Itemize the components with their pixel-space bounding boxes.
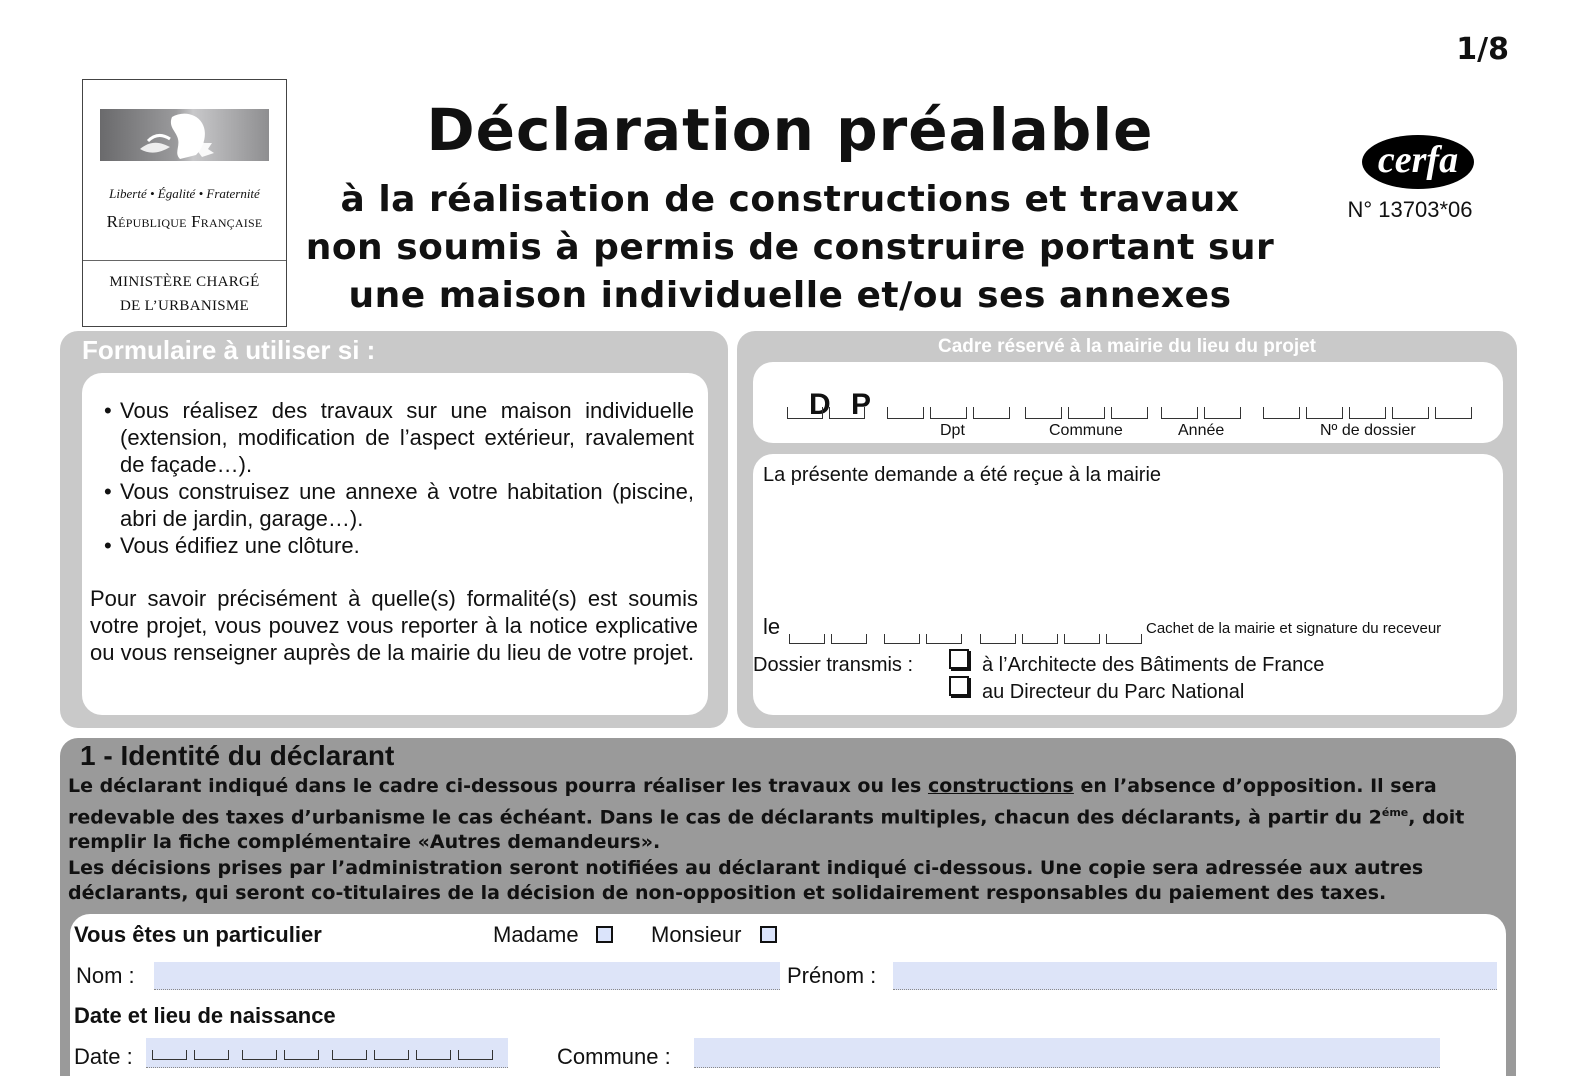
date-digit [416,1050,451,1060]
usage-bullet: • Vous réalisez des travaux sur une maison individuelle (extension, modification de l’aspect extérieur, ravalement de façade…). [102,397,694,478]
madame-label: Madame [493,922,579,947]
annee-digit[interactable] [1161,407,1198,419]
date-digit [242,1050,277,1060]
reception-date-digit[interactable] [926,634,962,644]
section-identite-declarant [60,738,1516,1076]
dossier-number-box [753,362,1503,443]
dpt-label: Dpt [940,422,965,439]
section-1-paragraph-2: Les décisions prises par l’administration seront notifiées au déclarant indiqué ci-dessous. Une copie sera adressée aux autres déclarants, qui seront co-titulaires de la décision de non-opposition et solidairement responsables du paiement des taxes. [68,856,1424,905]
nom-label: Nom : [76,963,135,988]
reception-date-label: le [763,614,781,639]
commune-naissance-label: Commune : [557,1044,671,1069]
cerfa-logo: cerfa [1362,135,1474,189]
parc-national-checkbox[interactable] [949,676,969,696]
constructions-link[interactable]: constructions [927,775,1074,797]
ministry-line-2: DE L’URBANISME [119,298,250,314]
marianne-icon [100,109,269,161]
dp-tick [829,407,865,419]
usage-panel-title: Formulaire à utiliser si : [82,335,376,365]
logo-divider [83,260,286,261]
subtitle-line-1: à la réalisation de constructions et travaux [340,179,1240,220]
republique-logo [82,79,287,327]
reception-date-digit[interactable] [789,634,825,644]
dossier-label: Nº de dossier [1320,422,1416,439]
commune-naissance-input[interactable] [694,1038,1440,1068]
dossier-digit[interactable] [1349,407,1386,419]
abf-checkbox-label: à l’Architecte des Bâtiments de France [982,654,1325,676]
superscript: éme [1381,805,1409,819]
dp-tick [787,407,823,419]
commune-digit[interactable] [1111,407,1148,419]
usage-paragraph: Pour savoir précisément à quelle(s) formalité(s) est soumis votre projet, vous pouvez vous reporter à la notice explicative ou vous renseigner auprès de la mairie du lieu de votre projet. [90,586,698,665]
commune-digit[interactable] [1025,407,1062,419]
monsieur-label: Monsieur [651,922,742,947]
madame-checkbox[interactable] [596,926,613,943]
monsieur-checkbox[interactable] [760,926,777,943]
dp-letter-p: P [851,388,872,421]
reception-date-digit[interactable] [1064,634,1100,644]
transmis-label: Dossier transmis : [753,654,914,676]
prenom-label: Prénom : [787,963,877,988]
page-number: 1/8 [1456,32,1509,67]
usage-bullet-list [102,397,694,559]
page-title: Déclaration préalable [426,96,1154,164]
reception-date-digit[interactable] [1106,634,1142,644]
usage-bullet: • Vous édifiez une clôture. [102,532,694,559]
annee-digit[interactable] [1204,407,1241,419]
particulier-label: Vous êtes un particulier [74,922,322,947]
dossier-digit[interactable] [1306,407,1343,419]
prenom-input[interactable] [893,962,1497,990]
reception-date-digit[interactable] [1022,634,1058,644]
mairie-panel-title: Cadre réservé à la mairie du lieu du projet [937,336,1317,357]
annee-label: Année [1178,422,1225,439]
naissance-label: Date et lieu de naissance [74,1003,336,1028]
section-1-paragraph-1 [68,774,1488,856]
page-subtitle [300,176,1280,320]
usage-panel-content [82,373,708,715]
ministry-name [83,270,286,318]
section-1-text-part: en l’absence d’opposition. Il sera redevable des taxes d’urbanisme le cas échéant. Dans le cas de déclarants multiples, chacun des déclarants, à partir du 2 [68,775,1437,828]
commune-code-label: Commune [1049,422,1123,439]
republique-motto: Liberté • Égalité • Fraternité [109,186,260,201]
dpt-digit[interactable] [887,407,924,419]
date-digit [152,1050,187,1060]
section-1-description [68,774,1488,907]
mairie-panel [737,331,1517,728]
usage-panel [60,331,728,728]
date-digit [194,1050,229,1060]
parc-national-checkbox-label: au Directeur du Parc National [982,681,1245,703]
date-digit [284,1050,319,1060]
abf-checkbox[interactable] [949,649,969,669]
subtitle-line-2: non soumis à permis de construire portant sur [305,227,1275,268]
reception-box [753,454,1503,715]
date-digit [332,1050,367,1060]
dpt-digit[interactable] [973,407,1010,419]
particulier-form [70,914,1506,1076]
nom-input[interactable] [154,962,780,990]
ministry-line-1: MINISTÈRE CHARGÉ [109,274,260,290]
section-1-text-part: Le déclarant indiqué dans le cadre ci-dessous pourra réaliser les travaux ou les [68,775,928,797]
dossier-digit[interactable] [1435,407,1472,419]
reception-date-digit[interactable] [980,634,1016,644]
cerfa-number: N° 13703*06 [1347,197,1473,222]
reception-text: La présente demande a été reçue à la mairie [763,464,1162,486]
dossier-digit[interactable] [1392,407,1429,419]
cachet-label: Cachet de la mairie et signature du receveur [1146,620,1442,637]
dossier-digit[interactable] [1263,407,1300,419]
date-digit [458,1050,493,1060]
subtitle-line-3: une maison individuelle et/ou ses annexes [348,275,1232,316]
republique-name: République Française [106,212,263,231]
date-digit [374,1050,409,1060]
usage-bullet: • Vous construisez une annexe à votre habitation (piscine, abri de jardin, garage…). [102,478,694,532]
section-1-text-part: , doit remplir la fiche complémentaire «Autres demandeurs». [68,805,1465,854]
date-naissance-label: Date : [74,1044,133,1069]
commune-digit[interactable] [1068,407,1105,419]
dp-letter-d: D [809,388,831,421]
reception-date-digit[interactable] [831,634,867,644]
reception-date-digit[interactable] [884,634,920,644]
dpt-digit[interactable] [930,407,967,419]
section-1-title: 1 - Identité du déclarant [80,740,395,771]
